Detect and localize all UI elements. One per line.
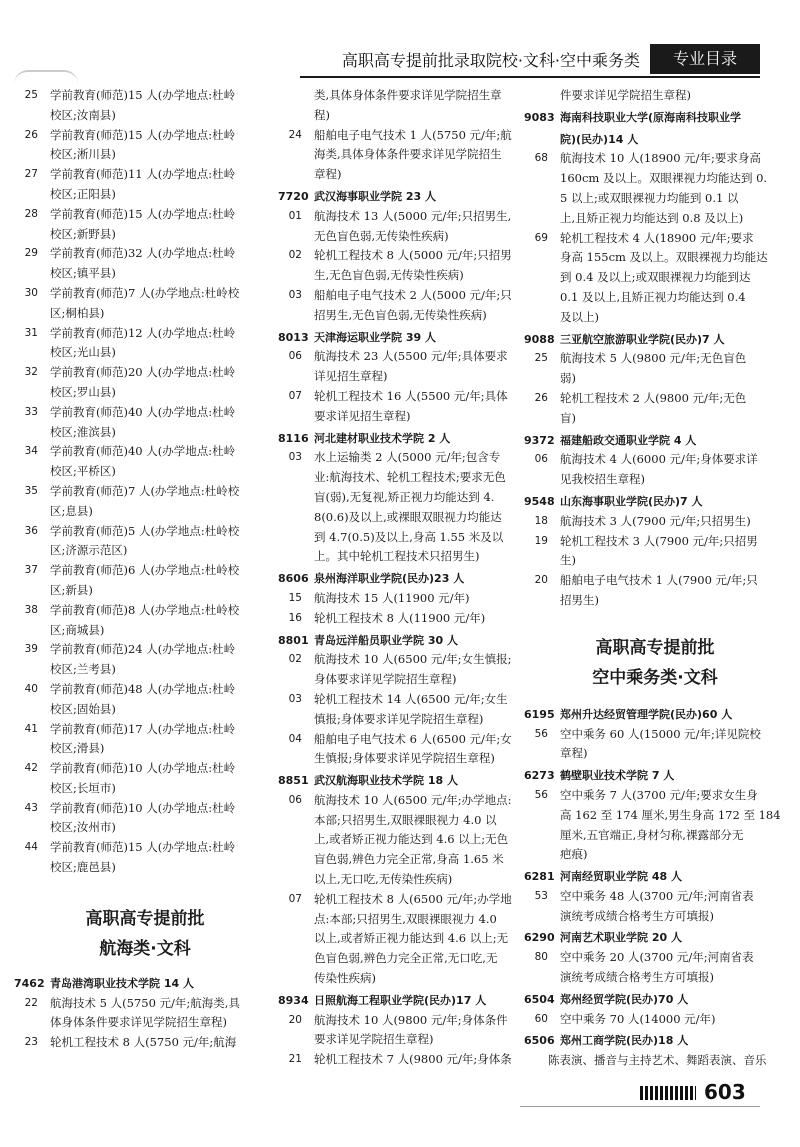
program-entry — [524, 389, 786, 429]
program-code: 07 — [288, 389, 302, 402]
continued-text — [524, 86, 786, 106]
program-entry — [278, 207, 524, 247]
program-code: 06 — [288, 793, 302, 806]
school-heading — [524, 867, 786, 887]
program-entry — [14, 363, 276, 403]
program-code: 02 — [288, 653, 302, 666]
school-heading — [278, 187, 524, 207]
program-code: 30 — [24, 286, 38, 299]
school-heading-cont — [524, 130, 786, 150]
program-entry — [14, 838, 276, 878]
school-code: 8116 — [278, 431, 309, 445]
school-heading — [278, 569, 524, 589]
program-code: 04 — [288, 732, 302, 745]
program-code: 02 — [288, 249, 302, 262]
section-title — [524, 633, 786, 693]
program-code: 35 — [24, 484, 38, 497]
school-name: 山东海事职业学院(民办)7 人 — [560, 494, 703, 508]
school-heading — [524, 766, 786, 786]
school-heading — [524, 1031, 786, 1051]
program-text: 学前教育(师范)24 人(办学地点:杜岭 校区;兰考县) — [50, 642, 236, 677]
school-heading — [524, 431, 786, 451]
program-entry — [14, 640, 276, 680]
section-title — [14, 904, 276, 964]
program-text: 学前教育(师范)17 人(办学地点:杜岭 校区;滑县) — [50, 721, 236, 756]
program-text: 航海技术 23 人(5500 元/年;具体要求 详见招生章程) — [314, 349, 508, 384]
program-code: 21 — [288, 1053, 302, 1066]
program-text: 轮机工程技术 8 人(6500 元/年;办学地 点:本部;只招男生,双眼裸眼视力 4.0 以上,或者矫正视力能达到 4.6 以上;无 色盲色弱,辨色力完全正常,无口吃,无 传染性疾病) — [314, 891, 512, 986]
program-entry — [14, 244, 276, 284]
program-code: 07 — [288, 892, 302, 905]
school-heading — [524, 990, 786, 1010]
program-code: 38 — [24, 603, 38, 616]
program-code: 20 — [534, 574, 548, 587]
school-code: 8934 — [278, 993, 309, 1007]
program-code: 03 — [288, 692, 302, 705]
program-entry — [14, 680, 276, 720]
program-code: 56 — [534, 727, 548, 740]
program-text: 学前教育(师范)32 人(办学地点:杜岭 校区;镇平县) — [50, 246, 236, 281]
program-entry — [524, 1010, 786, 1030]
school-name: 河北建材职业技术学院 2 人 — [314, 431, 451, 445]
program-code: 80 — [534, 951, 548, 964]
program-entry — [14, 799, 276, 839]
program-code: 43 — [24, 801, 38, 814]
continued-text — [278, 86, 524, 126]
program-code: 20 — [288, 1013, 302, 1026]
school-name: 福建船政交通职业学院 4 人 — [560, 433, 697, 447]
school-name-cont: 院)(民办)14 人 — [560, 132, 639, 146]
program-entry — [524, 532, 786, 572]
program-code: 16 — [288, 611, 302, 624]
program-text: 轮机工程技术 8 人(5000 元/年;只招男 生,无色盲色弱,无传染性疾病) — [314, 248, 512, 283]
program-entry — [278, 650, 524, 690]
school-name: 三亚航空旅游职业学院(民办)7 人 — [560, 332, 725, 346]
column-1 — [14, 86, 276, 1053]
program-text: 船舶电子电气技术 1 人(7900 元/年;只 招男生) — [560, 573, 758, 607]
program-code: 31 — [24, 326, 38, 339]
program-code: 03 — [288, 451, 302, 464]
program-entry — [278, 1050, 524, 1070]
school-name: 日照航海工程职业学院(民办)17 人 — [314, 993, 487, 1007]
program-code: 32 — [24, 366, 38, 379]
program-text: 学前教育(师范)7 人(办学地点:杜岭校 区;息县) — [50, 483, 240, 518]
column-3 — [524, 86, 786, 1071]
program-code: 25 — [534, 352, 548, 365]
school-code: 8013 — [278, 330, 309, 344]
page-number: 603 — [704, 1080, 746, 1104]
program-code: 56 — [534, 788, 548, 801]
program-code: 26 — [534, 391, 548, 404]
program-entry — [14, 482, 276, 522]
school-heading — [278, 328, 524, 348]
school-heading — [278, 991, 524, 1011]
school-name: 天津海运职业学院 39 人 — [314, 330, 436, 344]
school-heading — [278, 429, 524, 449]
school-code: 6273 — [524, 769, 555, 783]
program-entry — [14, 205, 276, 245]
school-code: 9088 — [524, 332, 555, 346]
program-entry — [14, 324, 276, 364]
school-name: 海南科技职业大学(原海南科技职业学 — [560, 110, 742, 124]
school-code: 6195 — [524, 707, 555, 721]
program-code: 68 — [534, 152, 548, 165]
school-heading — [14, 974, 276, 994]
program-text: 学前教育(师范)15 人(办学地点:杜岭 校区;鹿邑县) — [50, 840, 236, 875]
continued-text-body: 类,具体身体条件要求详见学院招生章 程) — [314, 88, 502, 122]
continued-text-body: 陈表演、播音与主持艺术、舞蹈表演、音乐 — [548, 1053, 767, 1068]
program-entry — [524, 512, 786, 532]
program-entry — [14, 284, 276, 324]
program-entry — [14, 165, 276, 205]
program-entry — [524, 786, 786, 865]
program-text: 船舶电子电气技术 1 人(5750 元/年;航 海类,具体身体条件要求详见学院招生 章程) — [314, 127, 512, 182]
corner-decoration — [14, 70, 78, 84]
section-title-line2: 航海类·文科 — [99, 938, 191, 959]
program-text: 空中乘务 7 人(3700 元/年;要求女生身 高 162 至 174 厘米,男生身高 172 至 184 厘米,五官端正,身材匀称,裸露部分无 疤痕) — [560, 787, 781, 862]
program-text: 航海技术 10 人(9800 元/年;身体条件 要求详见学院招生章程) — [314, 1012, 508, 1047]
program-code: 18 — [534, 514, 548, 527]
program-code: 24 — [288, 128, 302, 141]
program-text: 空中乘务 60 人(15000 元/年;详见院校 章程) — [560, 726, 761, 761]
program-entry — [524, 948, 786, 988]
program-text: 轮机工程技术 4 人(18900 元/年;要求 身高 155cm 及以上。双眼裸视力均能达 到 0.4 及以上;或双眼裸视力均能到达 0.1 及以上,且矫正视力均能达到 0.4 及以上) — [560, 230, 768, 324]
program-text: 空中乘务 70 人(14000 元/年) — [560, 1011, 716, 1026]
section-title-line2: 空中乘务类·文科 — [592, 667, 718, 688]
program-entry — [278, 448, 524, 567]
program-text: 轮机工程技术 7 人(9800 元/年;身体条 — [314, 1052, 512, 1067]
program-text: 学前教育(师范)10 人(办学地点:杜岭 校区;长垣市) — [50, 761, 236, 795]
school-heading — [524, 492, 786, 512]
school-heading — [524, 330, 786, 350]
program-entry — [278, 246, 524, 286]
footer-barcode-pattern — [640, 1086, 696, 1100]
program-entry — [14, 126, 276, 166]
program-code: 36 — [24, 524, 38, 537]
program-text: 航海技术 3 人(7900 元/年;只招男生) — [560, 513, 751, 528]
school-name: 泉州海洋职业学院(民办)23 人 — [314, 572, 465, 586]
page-header — [300, 44, 800, 74]
program-entry — [14, 601, 276, 641]
program-entry — [524, 229, 786, 328]
program-text: 学前教育(师范)15 人(办学地点:杜岭 校区;汝南县) — [50, 88, 236, 122]
program-code: 27 — [24, 168, 38, 181]
school-name: 河南经贸职业学院 48 人 — [560, 870, 682, 884]
program-entry — [14, 403, 276, 443]
program-text: 航海技术 5 人(9800 元/年;无色盲色 弱) — [560, 351, 747, 386]
program-entry — [524, 725, 786, 765]
program-text: 轮机工程技术 2 人(9800 元/年;无色 盲) — [560, 390, 747, 425]
program-code: 28 — [24, 207, 38, 220]
program-text: 空中乘务 20 人(3700 元/年;河南省表 演统考成绩合格考生方可填报) — [560, 950, 754, 985]
program-code: 03 — [288, 288, 302, 301]
program-code: 40 — [24, 682, 38, 695]
program-text: 轮机工程技术 16 人(5500 元/年;具体 要求详见招生章程) — [314, 388, 508, 423]
column-2 — [278, 86, 524, 1070]
program-text: 学前教育(师范)8 人(办学地点:杜岭校 区;商城县) — [50, 602, 240, 637]
program-code: 69 — [534, 231, 548, 244]
school-name: 郑州工商学院(民办)18 人 — [560, 1034, 689, 1048]
header-title: 高职高专提前批录取院校·文科·空中乘务类 — [341, 51, 640, 70]
program-text: 船舶电子电气技术 2 人(5000 元/年;只 招男生,无色盲色弱,无传染性疾病) — [314, 287, 512, 322]
program-entry — [278, 286, 524, 326]
school-code: 8801 — [278, 633, 309, 647]
program-code: 06 — [534, 453, 548, 466]
program-code: 37 — [24, 564, 38, 577]
program-code: 44 — [24, 841, 38, 854]
program-code: 15 — [288, 591, 302, 604]
school-name: 武汉海事职业学院 23 人 — [314, 189, 436, 203]
program-entry — [278, 1011, 524, 1051]
program-entry — [14, 720, 276, 760]
program-entry — [278, 890, 524, 989]
school-heading — [524, 108, 786, 128]
footer-rule — [520, 1106, 760, 1107]
program-entry — [14, 86, 276, 126]
program-code: 19 — [534, 534, 548, 547]
program-code: 01 — [288, 209, 302, 222]
program-text: 轮机工程技术 8 人(5750 元/年;航海 — [50, 1035, 237, 1050]
school-name: 青岛远洋船员职业学院 30 人 — [314, 633, 458, 647]
program-text: 学前教育(师范)10 人(办学地点:杜岭 校区;汝州市) — [50, 800, 236, 835]
program-entry — [278, 387, 524, 427]
program-code: 23 — [24, 1036, 38, 1049]
program-entry — [278, 609, 524, 629]
school-code: 6504 — [524, 992, 555, 1006]
program-code: 53 — [534, 889, 548, 902]
program-text: 学前教育(师范)7 人(办学地点:杜岭校 区;桐柏县) — [50, 285, 240, 320]
program-text: 学前教育(师范)20 人(办学地点:杜岭 校区;罗山县) — [50, 365, 236, 399]
program-entry — [14, 522, 276, 562]
program-text: 学前教育(师范)15 人(办学地点:杜岭 校区;新野县) — [50, 206, 236, 241]
program-text: 航海技术 10 人(6500 元/年;办学地点: 本部;只招男生,双眼裸眼视力 4.0 以 上,或者矫正视力能达到 4.6 以上;无色 盲色弱,辨色力完全正常,身高 1.65 米 以上,无口吃,无传染性疾病) — [314, 792, 512, 887]
program-text: 学前教育(师范)40 人(办学地点:杜岭 校区;淮滨县) — [50, 404, 236, 439]
school-name: 郑州升达经贸管理学院(民办)60 人 — [560, 707, 733, 721]
program-entry — [278, 589, 524, 609]
program-entry — [524, 349, 786, 389]
program-code: 26 — [24, 128, 38, 141]
program-entry — [524, 887, 786, 927]
program-entry — [14, 442, 276, 482]
program-text: 船舶电子电气技术 6 人(6500 元/年;女 生慎报;身体要求详见学院招生章程) — [314, 731, 512, 766]
program-text: 航海技术 4 人(6000 元/年;身体要求详 见我校招生章程) — [560, 452, 758, 487]
school-code: 7720 — [278, 189, 309, 203]
program-text: 学前教育(师范)5 人(办学地点:杜岭校 区;济源示范区) — [50, 523, 240, 558]
school-name: 鹤壁职业技术学院 7 人 — [560, 769, 675, 783]
school-heading — [278, 631, 524, 651]
program-entry — [14, 759, 276, 799]
program-text: 学前教育(师范)6 人(办学地点:杜岭校 区;新县) — [50, 563, 240, 597]
program-text: 航海技术 15 人(11900 元/年) — [314, 590, 470, 605]
program-code: 25 — [24, 89, 38, 101]
program-code: 34 — [24, 445, 38, 458]
program-entry — [278, 730, 524, 770]
program-text: 学前教育(师范)48 人(办学地点:杜岭 校区;固始县) — [50, 681, 236, 716]
program-entry — [524, 149, 786, 228]
program-code: 22 — [24, 996, 38, 1009]
program-entry — [14, 561, 276, 601]
school-name: 郑州经贸学院(民办)70 人 — [560, 992, 689, 1006]
school-code: 6281 — [524, 870, 555, 884]
program-text: 空中乘务 48 人(3700 元/年;河南省表 演统考成绩合格考生方可填报) — [560, 888, 754, 923]
program-entry — [14, 1033, 276, 1053]
program-text: 轮机工程技术 14 人(6500 元/年;女生 慎报;身体要求详见学院招生章程) — [314, 691, 508, 726]
program-text: 轮机工程技术 3 人(7900 元/年;只招男 生) — [560, 533, 758, 568]
continued-text-body: 件要求详见学院招生章程) — [560, 88, 691, 102]
program-text: 航海技术 10 人(18900 元/年;要求身高 160cm 及以上。双眼裸视力均能达到 0. 5 以上;或双眼裸视力均能到 0.1 以 上,且矫正视力均能达到 0.8 及以上) — [560, 151, 768, 225]
school-code: 8606 — [278, 572, 309, 586]
school-code: 9548 — [524, 494, 555, 508]
section-title-line1: 高职高专提前批 — [595, 637, 715, 658]
program-text: 学前教育(师范)11 人(办学地点:杜岭 校区;正阳县) — [50, 167, 236, 201]
program-entry — [14, 994, 276, 1034]
program-text: 航海技术 10 人(6500 元/年;女生慎报; 身体要求详见学院招生章程) — [314, 652, 512, 687]
program-code: 41 — [24, 722, 38, 735]
school-name: 河南艺术职业学院 20 人 — [560, 931, 682, 945]
program-text: 轮机工程技术 8 人(11900 元/年) — [314, 610, 486, 625]
program-entry — [278, 791, 524, 890]
program-text: 学前教育(师范)40 人(办学地点:杜岭 校区;平桥区) — [50, 444, 236, 479]
school-name: 青岛港湾职业技术学院 14 人 — [50, 976, 194, 990]
school-code: 9372 — [524, 433, 555, 447]
school-code: 7462 — [14, 976, 45, 990]
continued-text — [524, 1051, 786, 1071]
school-heading — [524, 705, 786, 725]
school-code: 6506 — [524, 1034, 555, 1048]
program-text: 学前教育(师范)15 人(办学地点:杜岭 校区;淅川县) — [50, 127, 236, 162]
header-rule — [300, 76, 760, 78]
school-code: 8851 — [278, 774, 309, 788]
program-text: 航海技术 13 人(5000 元/年;只招男生, 无色盲色弱,无传染性疾病) — [314, 208, 512, 243]
school-code: 6290 — [524, 931, 555, 945]
school-name: 武汉航海职业技术学院 18 人 — [314, 774, 458, 788]
program-text: 航海技术 5 人(5750 元/年;航海类,具 体身体条件要求详见学院招生章程) — [50, 995, 240, 1030]
program-code: 60 — [534, 1012, 548, 1025]
header-badge: 专业目录 — [650, 44, 760, 74]
section-title-line1: 高职高专提前批 — [85, 908, 205, 929]
program-text: 学前教育(师范)12 人(办学地点:杜岭 校区;光山县) — [50, 325, 236, 360]
program-code: 06 — [288, 350, 302, 363]
program-code: 39 — [24, 643, 38, 656]
program-entry — [278, 690, 524, 730]
school-heading — [278, 771, 524, 791]
school-code: 9083 — [524, 110, 555, 124]
program-code: 29 — [24, 247, 38, 260]
program-entry — [278, 126, 524, 185]
program-code: 42 — [24, 762, 38, 775]
program-entry — [278, 347, 524, 387]
program-text: 水上运输类 2 人(5000 元/年;包含专 业:航海技术、轮机工程技术;要求无色 盲(弱),无复视,矫正视力均能达到 4. 8(0.6)及以上,或裸眼双眼视力均能达 到 4.7(0.5)及以上,身高 1.55 米及以 上。其中轮机工程技术只招男生) — [314, 450, 506, 564]
program-entry — [524, 571, 786, 611]
program-code: 33 — [24, 405, 38, 418]
program-entry — [524, 450, 786, 490]
school-heading — [524, 928, 786, 948]
